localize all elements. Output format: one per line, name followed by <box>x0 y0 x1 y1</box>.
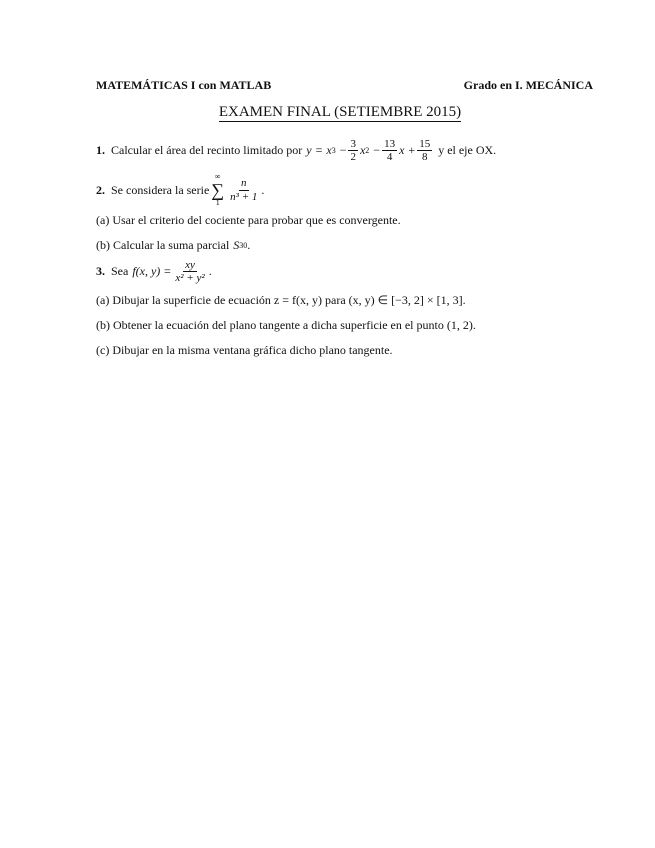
q1-f3-num: 15 <box>419 138 431 150</box>
q1-exp2: 2 <box>365 146 370 156</box>
q1-minus1: − <box>339 143 347 158</box>
sum-lower-limit: 1 <box>215 198 220 207</box>
q3-frac-num: xy <box>185 259 195 271</box>
q1-f1-num: 3 <box>350 138 356 150</box>
q3-period: . <box>208 264 212 279</box>
course-title: MATEMÁTICAS I con MATLAB <box>96 78 272 92</box>
exam-title <box>0 104 655 121</box>
q2-period: . <box>261 182 265 197</box>
question-2a <box>96 213 401 228</box>
question-3 <box>96 259 212 284</box>
exam-title-text: EXAMEN FINAL (SETIEMBRE 2015) <box>218 104 462 120</box>
q1-x2: x <box>359 143 366 158</box>
q1-eq: = <box>315 143 323 158</box>
degree-title: Grado en I. MECÁNICA <box>463 78 593 92</box>
q1-fraction-2 <box>382 138 397 163</box>
q1-fraction-3 <box>417 138 432 163</box>
question-3c <box>96 343 393 358</box>
sum-sign: ∑ <box>211 180 225 200</box>
q1-f2-den: 4 <box>386 151 393 164</box>
question-2a-text: (a) Usar el criterio del cociente para probar que es convergente. <box>96 213 401 227</box>
q1-x1: x <box>399 143 405 158</box>
q3-frac-den: x² + y² <box>175 272 205 285</box>
q1-fraction-1 <box>348 138 358 163</box>
q1-x3: x <box>326 143 332 158</box>
q2b-var: S <box>233 238 240 252</box>
question-3-number: 3. <box>96 264 105 279</box>
q2-fraction <box>228 177 259 202</box>
question-2-number: 2. <box>96 182 105 197</box>
q3-func: f(x, y) = <box>132 264 172 279</box>
question-3a-text: (a) Dibujar la superficie de ecuación z = f(x, y) para (x, y) ∈ [−3, 2] × [1, 3]. <box>96 293 466 307</box>
q2-frac-den: n³ + 1 <box>230 190 258 203</box>
question-3a <box>96 293 466 308</box>
question-3c-text: (c) Dibujar en la misma ventana gráfica dicho plano tangente. <box>96 343 393 357</box>
q2-frac-num: n <box>241 177 247 190</box>
q1-minus2: − <box>373 143 381 158</box>
q1-f1-den: 2 <box>350 151 356 164</box>
question-3b-text: (b) Obtener la ecuación del plano tangente a dicha superficie en el punto (1, 2). <box>96 318 476 332</box>
question-2b-text: (b) Calcular la suma parcial <box>96 238 230 252</box>
q1-f2-num: 13 <box>384 138 396 150</box>
q1-plus: + <box>408 143 416 158</box>
q1-y: y <box>306 143 312 158</box>
question-1-number: 1. <box>96 143 105 158</box>
q1-f3-den: 8 <box>421 151 428 164</box>
question-1-text: Calcular el área del recinto limitado por <box>111 143 303 158</box>
question-1-text-end: y el eje OX. <box>438 143 497 158</box>
question-2 <box>96 173 264 207</box>
q1-exp3: 3 <box>331 146 336 156</box>
question-3b <box>96 318 476 333</box>
question-2-text: Se considera la serie <box>111 182 210 197</box>
q2b-sub: 30 <box>239 241 248 250</box>
question-2b <box>96 238 250 253</box>
question-3-text: Sea <box>111 264 129 279</box>
question-1 <box>96 138 496 163</box>
q2b-period: . <box>247 238 251 252</box>
sum-upper-limit: ∞ <box>214 172 221 181</box>
q3-fraction <box>173 259 206 284</box>
summation-symbol <box>211 173 224 207</box>
